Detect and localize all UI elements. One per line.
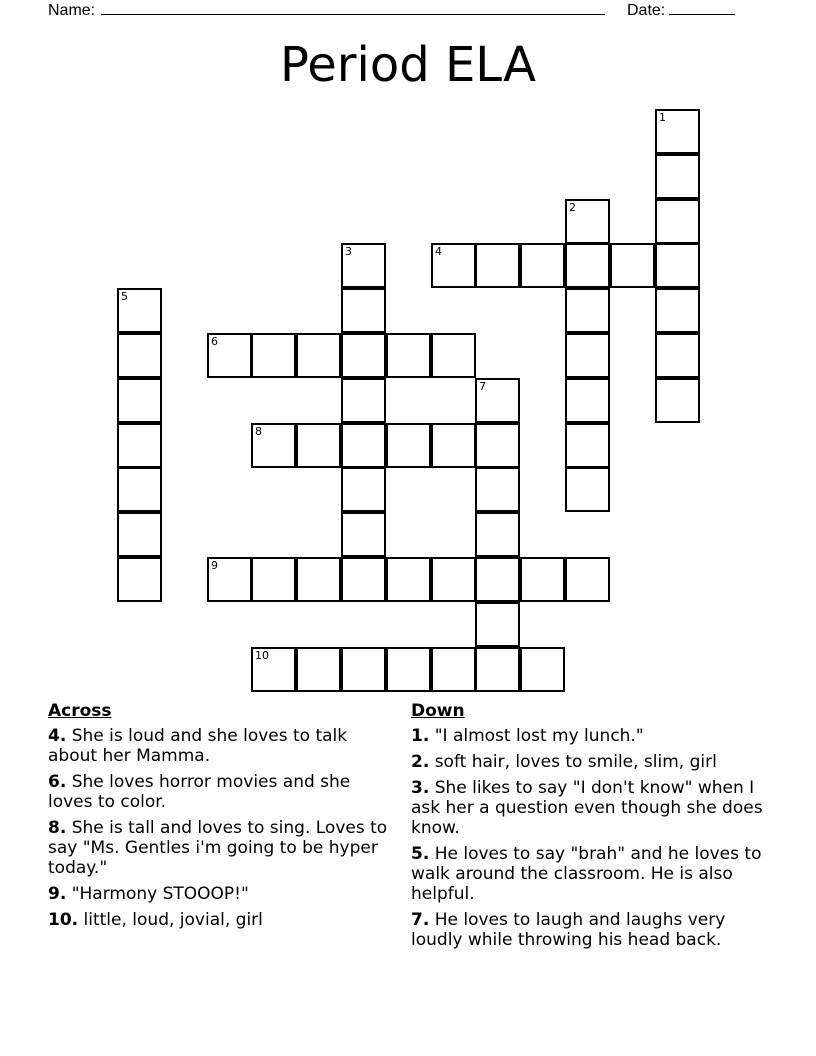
crossword-cell[interactable] — [565, 199, 610, 244]
crossword-cell[interactable] — [341, 423, 386, 468]
clue-text: little, loud, jovial, girl — [83, 910, 263, 930]
crossword-cell[interactable] — [475, 512, 520, 557]
clue-text: She likes to say "I don't know" when I ask her a question even though she does know. — [411, 778, 763, 838]
crossword-cell[interactable] — [117, 512, 162, 557]
down-clues — [411, 700, 781, 956]
clue-number: 1. — [411, 726, 430, 746]
clue-number: 9. — [48, 884, 67, 904]
crossword-cell[interactable] — [565, 467, 610, 512]
crossword-cell[interactable] — [520, 243, 565, 288]
crossword-cell[interactable] — [117, 378, 162, 423]
clue-down-3 — [411, 778, 781, 838]
crossword-cell[interactable] — [475, 378, 520, 423]
crossword-cell[interactable] — [386, 647, 431, 692]
down-heading: Down — [411, 701, 465, 721]
crossword-cell[interactable] — [341, 378, 386, 423]
crossword-cell[interactable] — [207, 333, 252, 378]
crossword-cell[interactable] — [341, 647, 386, 692]
crossword-cell[interactable] — [117, 557, 162, 602]
clue-text: "Harmony STOOOP!" — [71, 884, 249, 904]
crossword-cell[interactable] — [610, 243, 655, 288]
crossword-cell[interactable] — [655, 154, 700, 199]
clue-number: 3. — [411, 778, 430, 798]
crossword-cell[interactable] — [475, 243, 520, 288]
crossword-cell[interactable] — [251, 557, 296, 602]
clue-number: 6. — [48, 772, 67, 792]
crossword-cell[interactable] — [341, 557, 386, 602]
crossword-cell[interactable] — [251, 423, 296, 468]
crossword-cell[interactable] — [117, 333, 162, 378]
clue-text: She loves horror movies and she loves to color. — [48, 772, 351, 812]
crossword-cell[interactable] — [655, 199, 700, 244]
cell-number: 2 — [569, 201, 576, 214]
crossword-cell[interactable] — [475, 557, 520, 602]
crossword-cell[interactable] — [565, 423, 610, 468]
crossword-cell[interactable] — [565, 288, 610, 333]
clue-number: 4. — [48, 726, 67, 746]
clue-down-5 — [411, 844, 781, 904]
crossword-cell[interactable] — [117, 423, 162, 468]
crossword-cell[interactable] — [296, 333, 341, 378]
crossword-cell[interactable] — [117, 288, 162, 333]
clue-text: soft hair, loves to smile, slim, girl — [434, 752, 717, 772]
clue-across-4 — [48, 726, 398, 766]
crossword-cell[interactable] — [475, 602, 520, 647]
crossword-cell[interactable] — [655, 243, 700, 288]
crossword-cell[interactable] — [386, 333, 431, 378]
crossword-cell[interactable] — [431, 557, 476, 602]
crossword-cell[interactable] — [251, 647, 296, 692]
date-label: Date: — [627, 2, 666, 19]
crossword-cell[interactable] — [655, 378, 700, 423]
crossword-cell[interactable] — [341, 467, 386, 512]
clue-text: He loves to say "brah" and he loves to walk around the classroom. He is also helpful. — [411, 844, 762, 904]
crossword-cell[interactable] — [341, 333, 386, 378]
clue-down-7 — [411, 910, 781, 950]
cell-number: 5 — [121, 290, 128, 303]
cell-number: 1 — [659, 111, 666, 124]
clue-text: She is tall and loves to sing. Loves to say "Ms. Gentles i'm going to be hyper today." — [48, 818, 388, 878]
clue-down-2 — [411, 752, 781, 772]
cell-number: 8 — [255, 425, 262, 438]
crossword-cell[interactable] — [117, 467, 162, 512]
across-heading: Across — [48, 701, 112, 721]
crossword-cell[interactable] — [341, 512, 386, 557]
cell-number: 4 — [435, 245, 442, 258]
crossword-cell[interactable] — [565, 557, 610, 602]
clue-across-6 — [48, 772, 398, 812]
clue-across-8 — [48, 818, 398, 878]
crossword-cell[interactable] — [431, 333, 476, 378]
crossword-cell[interactable] — [565, 378, 610, 423]
crossword-cell[interactable] — [251, 333, 296, 378]
clue-down-1 — [411, 726, 781, 746]
crossword-cell[interactable] — [565, 333, 610, 378]
name-label: Name: — [48, 2, 96, 19]
clue-across-9 — [48, 884, 398, 904]
crossword-cell[interactable] — [520, 557, 565, 602]
crossword-cell[interactable] — [475, 423, 520, 468]
crossword-cell[interactable] — [296, 557, 341, 602]
crossword-cell[interactable] — [341, 288, 386, 333]
crossword-cell[interactable] — [475, 467, 520, 512]
crossword-cell[interactable] — [386, 423, 431, 468]
crossword-cell[interactable] — [565, 243, 610, 288]
cell-number: 6 — [211, 335, 218, 348]
crossword-cell[interactable] — [655, 109, 700, 154]
crossword-cell[interactable] — [431, 647, 476, 692]
clue-number: 8. — [48, 818, 67, 838]
crossword-cell[interactable] — [296, 423, 341, 468]
cell-number: 3 — [345, 245, 352, 258]
crossword-cell[interactable] — [341, 243, 386, 288]
cell-number: 7 — [479, 380, 486, 393]
page-title: Period ELA — [280, 37, 536, 93]
across-clues — [48, 700, 398, 936]
clue-text: He loves to laugh and laughs very loudly while throwing his head back. — [411, 910, 726, 950]
cell-number: 10 — [255, 649, 269, 662]
crossword-cell[interactable] — [296, 647, 341, 692]
crossword-cell[interactable] — [655, 333, 700, 378]
crossword-cell[interactable] — [207, 557, 252, 602]
crossword-cell[interactable] — [475, 647, 520, 692]
cell-number: 9 — [211, 559, 218, 572]
clue-number: 7. — [411, 910, 430, 930]
crossword-cell[interactable] — [520, 647, 565, 692]
clue-number: 10. — [48, 910, 79, 930]
clue-text: "I almost lost my lunch." — [434, 726, 644, 746]
clue-text: She is loud and she loves to talk about her Mamma. — [48, 726, 348, 766]
clue-across-10 — [48, 910, 398, 930]
crossword-cell[interactable] — [431, 243, 476, 288]
crossword-cell[interactable] — [655, 288, 700, 333]
crossword-cell[interactable] — [431, 423, 476, 468]
crossword-cell[interactable] — [386, 557, 431, 602]
clue-number: 5. — [411, 844, 430, 864]
clue-number: 2. — [411, 752, 430, 772]
